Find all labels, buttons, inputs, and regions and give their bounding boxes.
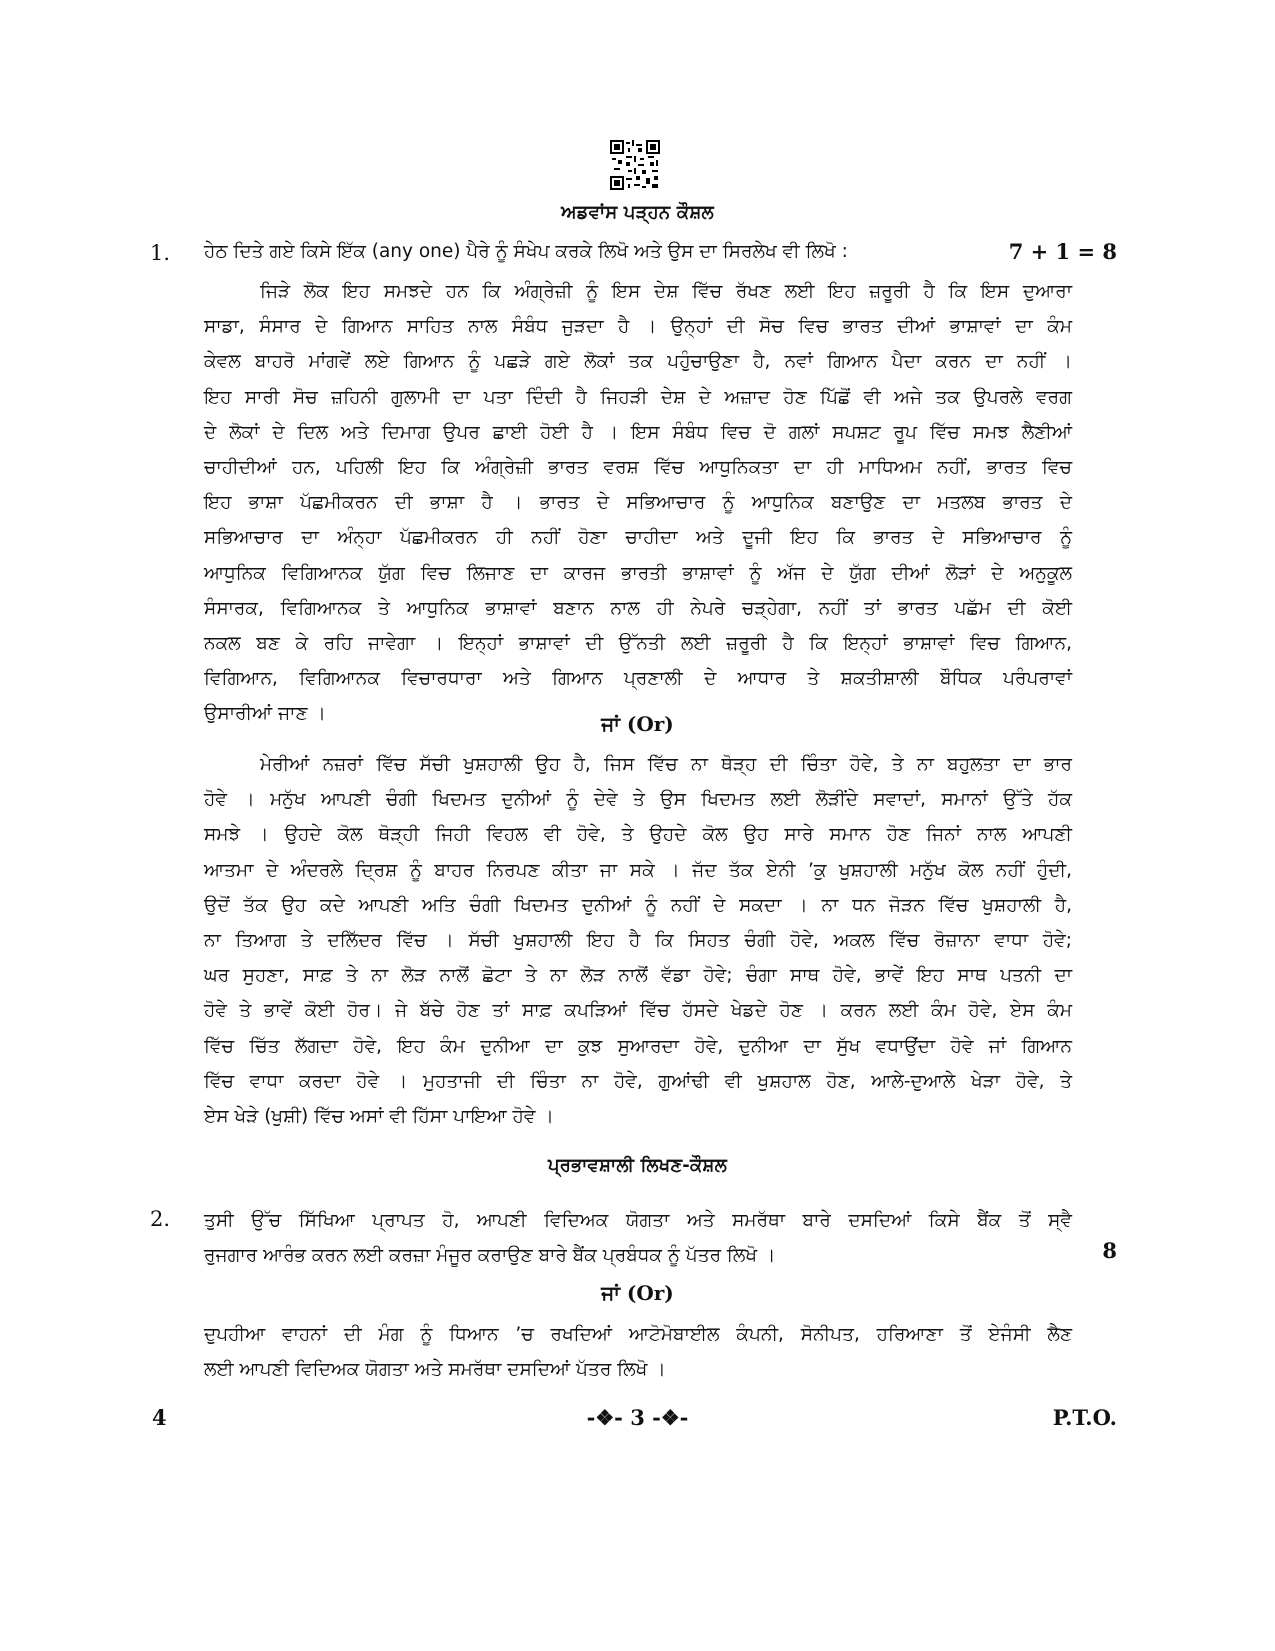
section-title-reading: ਅਡਵਾਂਸ ਪੜ੍ਹਨ ਕੌਸ਼ਲ <box>561 202 714 223</box>
passage-line: ਹੋਵੇ ਤੇ ਭਾਵੇਂ ਕੋਈ ਹੋਰ। ਜੇ ਬੱਚੇ ਹੋਣ ਤਾਂ ਸਾਫ਼ ਕਪੜਿਆਂ ਵਿੱਚ ਹੱਸਦੇ ਖੇਡਦੇ ਹੋਣ । ਕਰਨ ਲਈ ਕੰਮ ਹੋਵੇ, ਏਸ ਕੰਮ <box>204 1000 1072 1022</box>
passage-line: ਆਤਮਾ ਦੇ ਅੰਦਰਲੇ ਦ੍ਰਿਸ਼ ਨੂੰ ਬਾਹਰ ਨਿਰਪਣ ਕੀਤਾ ਜਾ ਸਕੇ । ਜੱਦ ਤੱਕ ਏਨੀ ’ਕੁ ਖੁਸ਼ਹਾਲੀ ਮਨੁੱਖ ਕੋਲ ਨਹੀਂ ਹੁੰਦੀ, <box>204 859 1072 881</box>
passage-line: ਨਕਲ ਬਣ ਕੇ ਰਹਿ ਜਾਵੇਗਾ । ਇਨ੍ਹਾਂ ਭਾਸ਼ਾਵਾਂ ਦੀ ਉੱਨਤੀ ਲਈ ਜ਼ਰੂਰੀ ਹੈ ਕਿ ਇਨ੍ਹਾਂ ਭਾਸ਼ਾਵਾਂ ਵਿਚ ਗਿਆਨ, <box>204 633 1072 655</box>
question-2-line: ਤੁਸੀ ਉੱਚ ਸਿੱਖਿਆ ਪ੍ਰਾਪਤ ਹੋ, ਆਪਣੀ ਵਿਦਿਅਕ ਯੋਗਤਾ ਅਤੇ ਸਮਰੱਥਾ ਬਾਰੇ ਦਸਦਿਆਂ ਕਿਸੇ ਬੈਂਕ ਤੋਂ ਸ੍ਵੈ <box>204 1210 1072 1231</box>
passage-line: ਹੋਵੇ । ਮਨੁੱਖ ਆਪਣੀ ਚੰਗੀ ਖਿਦਮਤ ਦੁਨੀਆਂ ਨੂੰ ਦੇਵੇ ਤੇ ਉਸ ਖਿਦਮਤ ਲਈ ਲੋੜੀਂਦੇ ਸਵਾਦਾਂ, ਸਮਾਨਾਂ ਉੱਤੇ ਹੱਕ <box>204 789 1072 811</box>
passage-line: ਕੇਵਲ ਬਾਹਰੋ ਮਾਂਗਵੇਂ ਲਏ ਗਿਆਨ ਨੂੰ ਪਛੜੇ ਗਏ ਲੋਕਾਂ ਤਕ ਪਹੁੰਚਾਉਣਾ ਹੈ, ਨਵਾਂ ਗਿਆਨ ਪੈਦਾ ਕਰਨ ਦਾ ਨਹੀਂ । <box>204 351 1072 373</box>
ornament-right-icon: -❖- <box>652 1405 689 1430</box>
footer-code: 4 <box>152 1405 167 1430</box>
passage-line: ਵਿੱਚ ਵਾਧਾ ਕਰਦਾ ਹੋਵੇ । ਮੁਹਤਾਜੀ ਦੀ ਚਿੰਤਾ ਨਾ ਹੋਵੇ, ਗੁਆਂਢੀ ਵੀ ਖੁਸ਼ਹਾਲ ਹੋਣ, ਆਲੇ-ਦੁਆਲੇ ਖੇੜਾ ਹੋਵੇ, ਤੇ <box>204 1070 1072 1092</box>
passage-line: ਇਹ ਭਾਸ਼ਾ ਪੱਛਮੀਕਰਨ ਦੀ ਭਾਸ਼ਾ ਹੈ । ਭਾਰਤ ਦੇ ਸਭਿਆਚਾਰ ਨੂੰ ਆਧੁਨਿਕ ਬਣਾਉਣ ਦਾ ਮਤਲਬ ਭਾਰਤ ਦੇ <box>204 492 1072 514</box>
passage-b <box>204 747 1072 1134</box>
passage-line: ਸਭਿਆਚਾਰ ਦਾ ਅੰਨ੍ਹਾ ਪੱਛਮੀਕਰਨ ਹੀ ਨਹੀਂ ਹੋਣਾ ਚਾਹੀਦਾ ਅਤੇ ਦੂਜੀ ਇਹ ਕਿ ਭਾਰਤ ਦੇ ਸਭਿਆਚਾਰ ਨੂੰ <box>204 527 1072 549</box>
passage-line: ਆਧੁਨਿਕ ਵਿਗਿਆਨਕ ਯੁੱਗ ਵਿਚ ਲਿਜਾਣ ਦਾ ਕਾਰਜ ਭਾਰਤੀ ਭਾਸ਼ਾਵਾਂ ਨੂੰ ਅੱਜ ਦੇ ਯੁੱਗ ਦੀਆਂ ਲੋੜਾਂ ਦੇ ਅਨੁਕੂਲ <box>204 562 1072 584</box>
question-number-1: 1. <box>150 241 171 265</box>
question-2-alt-line: ਦੁਪਹੀਆ ਵਾਹਨਾਂ ਦੀ ਮੰਗ ਨੂੰ ਧਿਆਨ ’ਚ ਰਖਦਿਆਂ ਆਟੋਮੋਬਾਈਲ ਕੰਪਨੀ, ਸੋਨੀਪਤ, ਹਰਿਆਣਾ ਤੋਂ ਏਜੰਸੀ ਲੈਣ <box>204 1324 1072 1345</box>
page-number: 3 <box>630 1405 645 1430</box>
question-2-text <box>204 1203 1072 1273</box>
passage-line: ਵਿੱਚ ਚਿੱਤ ਲੱਗਦਾ ਹੋਵੇ, ਇਹ ਕੰਮ ਦੁਨੀਆ ਦਾ ਕੁਝ ਸੁਆਰਦਾ ਹੋਵੇ, ਦੁਨੀਆ ਦਾ ਸੁੱਖ ਵਧਾਉਂਦਾ ਹੋਵੇ ਜਾਂ ਗਿਆਨ <box>204 1035 1072 1057</box>
ornament-left-icon: -❖- <box>586 1405 623 1430</box>
question-1-instruction: ਹੇਠ ਦਿਤੇ ਗਏ ਕਿਸੇ ਇੱਕ (any one) ਪੈਰੇ ਨੂੰ ਸੰਖੇਪ ਕਰਕੇ ਲਿਖੋ ਅਤੇ ਉਸ ਦਾ ਸਿਰਲੇਖ ਵੀ ਲਿਖੋ : <box>204 241 848 262</box>
passage-line: ਮੇਰੀਆਂ ਨਜ਼ਰਾਂ ਵਿੱਚ ਸੱਚੀ ਖੁਸ਼ਹਾਲੀ ਉਹ ਹੈ, ਜਿਸ ਵਿੱਚ ਨਾ ਥੋੜ੍ਹ ਦੀ ਚਿੰਤਾ ਹੋਵੇ, ਤੇ ਨਾ ਬਹੁਲਤਾ ਦਾ ਭਾਰ <box>260 754 1072 775</box>
passage-line: ਵਿਗਿਆਨ, ਵਿਗਿਆਨਕ ਵਿਚਾਰਧਾਰਾ ਅਤੇ ਗਿਆਨ ਪ੍ਰਣਾਲੀ ਦੇ ਆਧਾਰ ਤੇ ਸ਼ਕਤੀਸ਼ਾਲੀ ਬੌਧਿਕ ਪਰੰਪਰਾਵਾਂ <box>204 668 1072 690</box>
or-label-1: ਜਾਂ (Or) <box>601 712 674 736</box>
footer-pto: P.T.O. <box>1052 1405 1117 1430</box>
passage-line: ਸਮਝੇ । ਉਹਦੇ ਕੋਲ ਥੋੜ੍ਹੀ ਜਿਹੀ ਵਿਹਲ ਵੀ ਹੋਵੇ, ਤੇ ਉਹਦੇ ਕੋਲ ਉਹ ਸਾਰੇ ਸਮਾਨ ਹੋਣ ਜਿਨਾਂ ਨਾਲ ਆਪਣੀ <box>204 824 1072 846</box>
passage-line: ਦੇ ਲੋਕਾਂ ਦੇ ਦਿਲ ਅਤੇ ਦਿਮਾਗ ਉਪਰ ਛਾਈ ਹੋਈ ਹੈ । ਇਸ ਸੰਬੰਧ ਵਿਚ ਦੋ ਗਲਾਂ ਸਪਸ਼ਟ ਰੂਪ ਵਿੱਚ ਸਮਝ ਲੈਣੀਆਂ <box>204 421 1072 443</box>
question-2-alternative <box>204 1317 1072 1387</box>
or-label-2: ਜਾਂ (Or) <box>601 1281 674 1305</box>
question-2-line: ਰੁਜਗਾਰ ਆਰੰਭ ਕਰਨ ਲਈ ਕਰਜ਼ਾ ਮੰਜੂਰ ਕਰਾਉਣ ਬਾਰੇ ਬੈਂਕ ਪ੍ਰਬੰਧਕ ਨੂੰ ਪੱਤਰ ਲਿਖੋ । <box>204 1245 776 1267</box>
question-2-alt-line: ਲਈ ਆਪਣੀ ਵਿਦਿਅਕ ਯੋਗਤਾ ਅਤੇ ਸਮਰੱਥਾ ਦਸਦਿਆਂ ਪੱਤਰ ਲਿਖੋ । <box>204 1359 666 1381</box>
passage-line: ਜਿੜੇ ਲੋਕ ਇਹ ਸਮਝਦੇ ਹਨ ਕਿ ਅੰਗ੍ਰੇਜ਼ੀ ਨੂੰ ਇਸ ਦੇਸ਼ ਵਿੱਚ ਰੱਖਣ ਲਈ ਇਹ ਜ਼ਰੂਰੀ ਹੈ ਕਿ ਇਸ ਦੁਆਰਾ <box>260 281 1072 302</box>
passage-line: ਚਾਹੀਦੀਆਂ ਹਨ, ਪਹਿਲੀ ਇਹ ਕਿ ਅੰਗ੍ਰੇਜ਼ੀ ਭਾਰਤ ਵਰਸ਼ ਵਿੱਚ ਆਧੁਨਿਕਤਾ ਦਾ ਹੀ ਮਾਧਿਅਮ ਨਹੀਂ, ਭਾਰਤ ਵਿਚ <box>204 457 1072 479</box>
qr-code <box>610 140 660 190</box>
question-2-marks: 8 <box>1102 1238 1117 1263</box>
passage-line: ਸਾਡਾ, ਸੰਸਾਰ ਦੇ ਗਿਆਨ ਸਾਹਿਤ ਨਾਲ ਸੰਬੰਧ ਜੁੜਦਾ ਹੈ । ਉਨ੍ਹਾਂ ਦੀ ਸੋਚ ਵਿਚ ਭਾਰਤ ਦੀਆਂ ਭਾਸ਼ਾਵਾਂ ਦਾ ਕੰਮ <box>204 316 1072 338</box>
passage-a <box>204 274 1072 732</box>
passage-line: ਉਸਾਰੀਆਂ ਜਾਣ । <box>204 703 326 725</box>
passage-line: ਉਦੋਂ ਤੱਕ ਉਹ ਕਦੇ ਆਪਣੀ ਅਤਿ ਚੰਗੀ ਖਿਦਮਤ ਦੁਨੀਆਂ ਨੂੰ ਨਹੀਂ ਦੇ ਸਕਦਾ । ਨਾ ਧਨ ਜੋੜਨ ਵਿੱਚ ਖੁਸ਼ਹਾਲੀ ਹੈ, <box>204 894 1072 916</box>
passage-line: ਨਾ ਤਿਆਗ ਤੇ ਦਲਿੱਦਰ ਵਿੱਚ । ਸੱਚੀ ਖੁਸ਼ਹਾਲੀ ਇਹ ਹੈ ਕਿ ਸਿਹਤ ਚੰਗੀ ਹੋਵੇ, ਅਕਲ ਵਿੱਚ ਰੋਜ਼ਾਨਾ ਵਾਧਾ ਹੋਵੇ; <box>204 930 1072 952</box>
question-1-marks: 7 + 1 = 8 <box>1008 239 1117 264</box>
question-number-2: 2. <box>150 1207 171 1231</box>
passage-line: ਸੰਸਾਰਕ, ਵਿਗਿਆਨਕ ਤੇ ਆਧੁਨਿਕ ਭਾਸ਼ਾਵਾਂ ਬਣਾਨ ਨਾਲ ਹੀ ਨੇਪਰੇ ਚੜ੍ਹੇਗਾ, ਨਹੀਂ ਤਾਂ ਭਾਰਤ ਪਛੱਮ ਦੀ ਕੋਈ <box>204 597 1072 619</box>
passage-line: ਇਹ ਸਾਰੀ ਸੋਚ ਜ਼ਹਿਨੀ ਗੁਲਾਮੀ ਦਾ ਪਤਾ ਦਿੰਦੀ ਹੈ ਜਿਹੜੀ ਦੇਸ਼ ਦੇ ਅਜ਼ਾਦ ਹੋਣ ਪਿੱਛੋਂ ਵੀ ਅਜੇ ਤਕ ਉਪਰਲੇ ਵਰਗ <box>204 386 1072 408</box>
passage-line: ਘਰ ਸੁਹਣਾ, ਸਾਫ਼ ਤੇ ਨਾ ਲੋੜ ਨਾਲੋਂ ਛੋਟਾ ਤੇ ਨਾ ਲੋੜ ਨਾਲੋਂ ਵੱਡਾ ਹੋਵੇ; ਚੰਗਾ ਸਾਥ ਹੋਵੇ, ਭਾਵੇਂ ਇਹ ਸਾਥ ਪਤਨੀ ਦਾ <box>204 965 1072 987</box>
section-title-writing: ਪ੍ਰਭਾਵਸ਼ਾਲੀ ਲਿਖਣ-ਕੌਸ਼ਲ <box>547 1155 727 1176</box>
passage-line: ਏਸ ਖੇੜੇ (ਖੁਸ਼ੀ) ਵਿੱਚ ਅਸਾਂ ਵੀ ਹਿੱਸਾ ਪਾਇਆ ਹੋਵੇ । <box>204 1106 554 1128</box>
